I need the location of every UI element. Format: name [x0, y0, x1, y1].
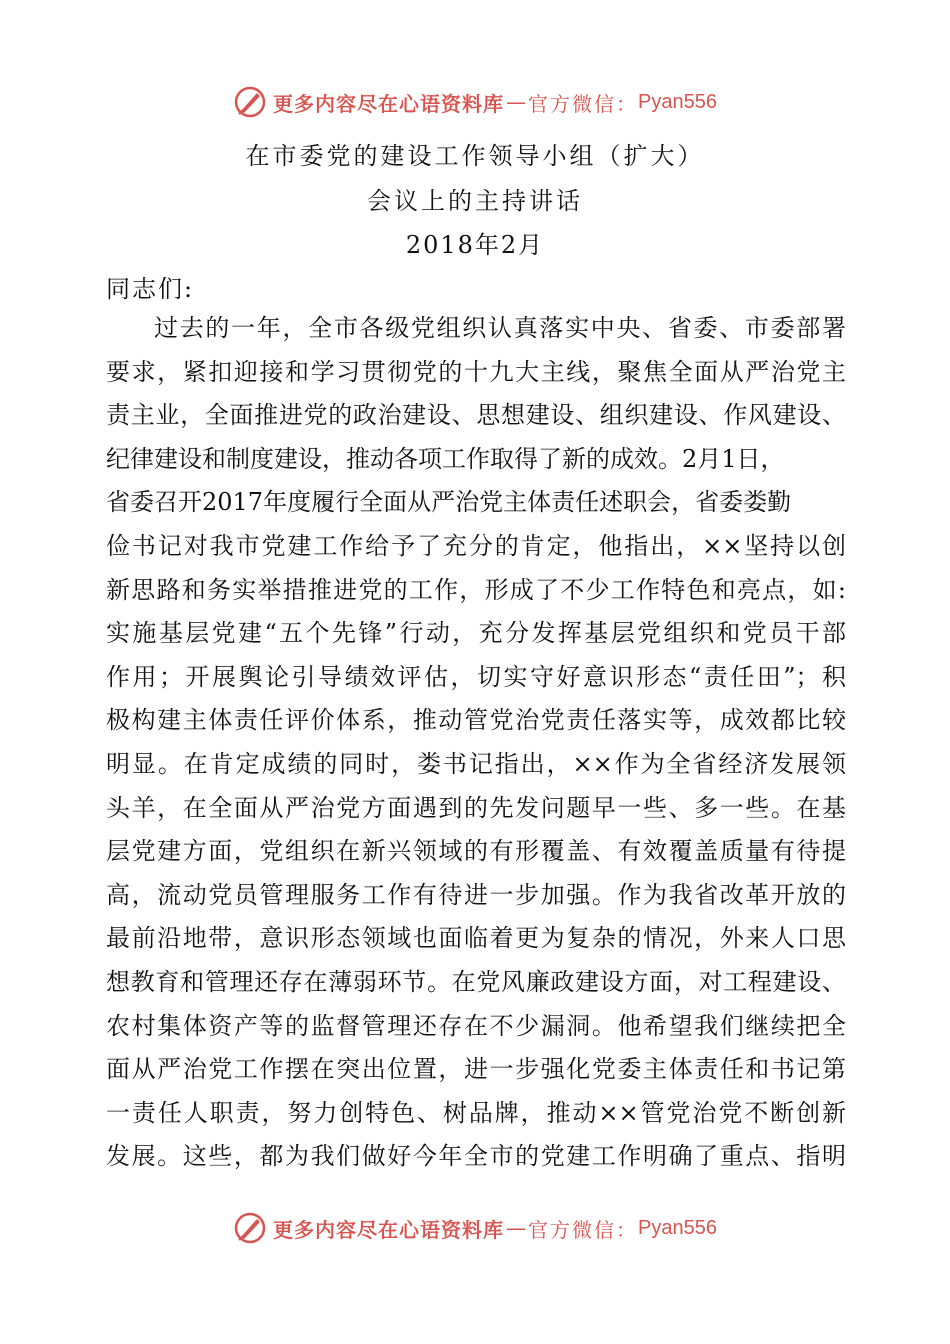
banner-brand-text: 更多内容尽在心语资料库	[273, 91, 505, 116]
body-line: 面从严治党工作摆在突出位置，进一步强化党委主体责任和书记第	[106, 1055, 846, 1084]
body-line: 头羊，在全面从严治党方面遇到的先发问题早一些、多一些。在基	[106, 793, 846, 822]
banner-separator: —	[506, 1216, 527, 1240]
body-line: 作用；开展舆论引导绩效评估，切实守好意识形态“责任田”；积	[106, 662, 846, 691]
body-line: 新思路和务实举措推进党的工作，形成了不少工作特色和亮点，如:	[106, 575, 846, 604]
body-line: 发展。这些，都为我们做好今年全市的党建工作明确了重点、指明	[106, 1142, 846, 1171]
body-line: 最前沿地带，意识形态领域也面临着更为复杂的情况，外来人口思	[106, 924, 846, 953]
body-line: 要求，紧扣迎接和学习贯彻党的十九大主线，聚焦全面从严治党主	[106, 357, 846, 386]
quill-pen-logo-icon	[233, 85, 267, 119]
banner-wechat-label: 官方微信：	[528, 91, 639, 116]
body-line: 一责任人职责，努力创特色、树品牌，推动××管党治党不断创新	[106, 1098, 846, 1127]
footer-watermark-banner	[0, 1208, 950, 1248]
document-title-line-2: 会议上的主持讲话	[367, 187, 583, 215]
body-line: 责主业，全面推进党的政治建设、思想建设、组织建设、作风建设、	[106, 401, 846, 430]
body-line: 高，流动党员管理服务工作有待进一步加强。作为我省改革开放的	[106, 880, 846, 909]
banner-brand-text: 更多内容尽在心语资料库	[273, 1217, 505, 1242]
body-line: 纪律建设和制度建设，推动各项工作取得了新的成效。2月1日，	[106, 444, 785, 473]
body-line: 层党建方面，党组织在新兴领域的有形覆盖、有效覆盖质量有待提	[106, 837, 846, 866]
body-line: 实施基层党建“五个先锋”行动，充分发挥基层党组织和党员干部	[106, 619, 846, 648]
document-title-line-1: 在市委党的建设工作领导小组（扩大）	[245, 142, 705, 170]
body-line: 明显。在肯定成绩的同时，娄书记指出，××作为全省经济发展领	[106, 749, 846, 778]
document-date: 2018年2月	[405, 231, 545, 259]
salutation: 同志们:	[106, 275, 195, 303]
body-line: 俭书记对我市党建工作给予了充分的肯定，他指出，××坚持以创	[106, 531, 846, 560]
body-line: 过去的一年，全市各级党组织认真落实中央、省委、市委部署	[154, 314, 846, 342]
body-line: 想教育和管理还存在薄弱环节。在党风廉政建设方面，对工程建设、	[106, 967, 846, 996]
banner-wechat-id: Pyan556	[638, 1216, 717, 1239]
body-line: 农村集体资产等的监督管理还存在不少漏洞。他希望我们继续把全	[106, 1011, 846, 1040]
body-line: 省委召开2017年度履行全面从严治党主体责任述职会，省委娄勤	[106, 488, 792, 517]
banner-wechat-label: 官方微信：	[528, 1217, 639, 1242]
body-paragraph	[106, 307, 846, 1179]
header-watermark-banner	[0, 82, 950, 122]
quill-pen-logo-icon	[233, 1211, 267, 1245]
banner-separator: —	[506, 90, 527, 114]
body-line: 极构建主体责任评价体系，推动管党治党责任落实等，成效都比较	[106, 706, 846, 735]
banner-wechat-id: Pyan556	[638, 90, 717, 113]
